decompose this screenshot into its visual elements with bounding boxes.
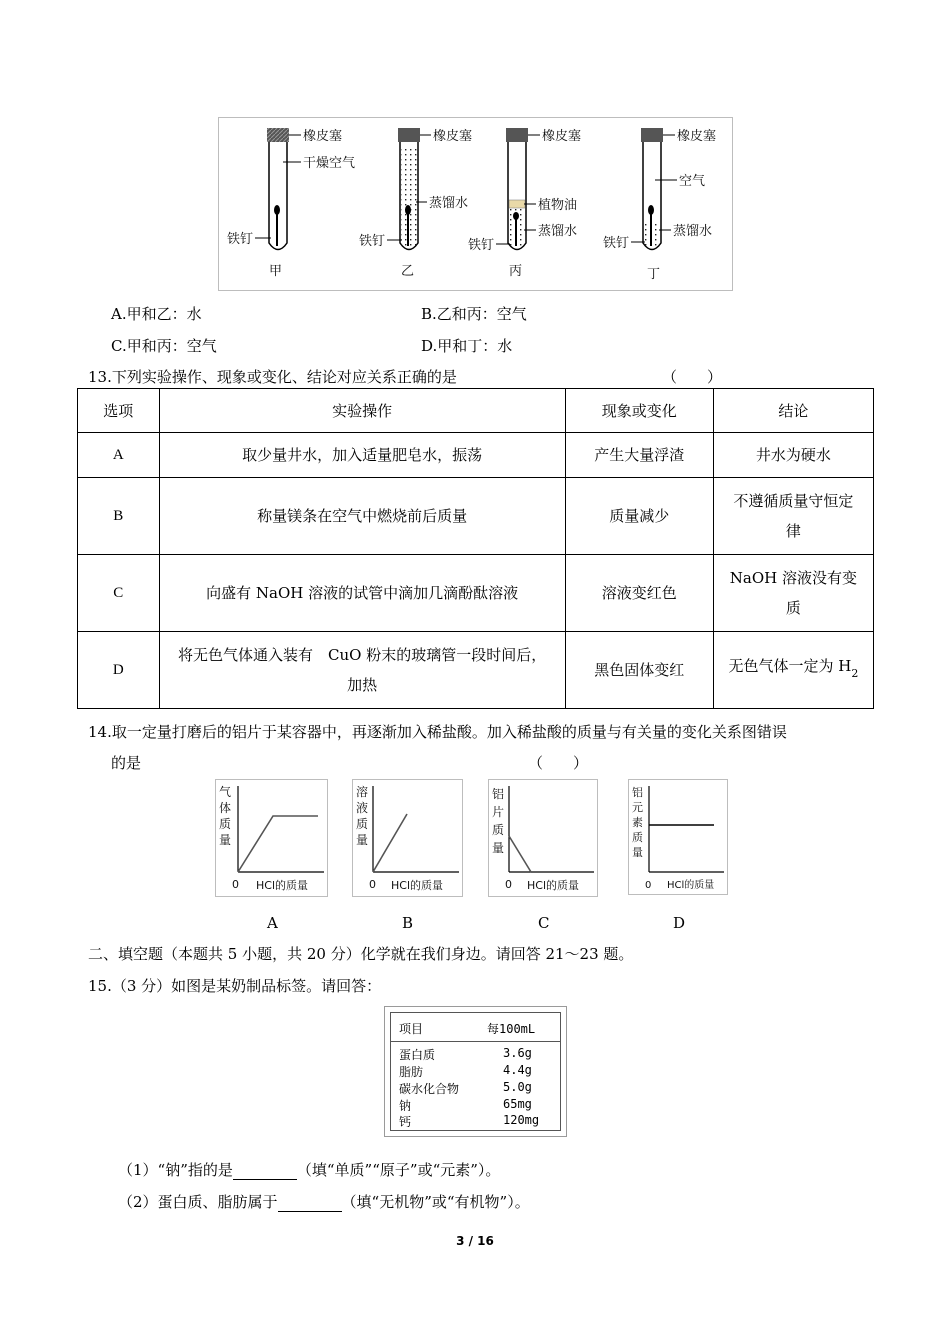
row-conclusion [713, 632, 873, 709]
nutrition-label-box [390, 1012, 561, 1131]
graph-d-xlabel: HCl的质量 [667, 880, 715, 891]
q15-sub2-prefix: （2）蛋白质、脂肪属于 [118, 1193, 278, 1211]
graph-c-caption: C [538, 914, 550, 932]
graph-b-xlabel: HCl的质量 [391, 879, 444, 892]
tube-yi-label-1: 蒸馏水 [429, 196, 469, 211]
table-row [78, 632, 874, 709]
q15-sub1-suffix: （填“单质”“原子”或“元素”）。 [296, 1161, 501, 1179]
graph-a-ylabel-1: 体 [219, 801, 232, 815]
graph-d-ylabel-3: 质 [632, 831, 643, 844]
graph-c-xlabel: HCl的质量 [527, 879, 580, 892]
table-row [78, 478, 874, 555]
row-option: A [78, 433, 160, 478]
conclusion-line: 不遵循质量守恒定 [733, 492, 854, 510]
graph-a-origin: 0 [232, 878, 239, 891]
graph-c-ylabel-1: 片 [492, 805, 505, 819]
subscript-2: 2 [851, 667, 859, 680]
graph-c-origin: 0 [505, 878, 512, 891]
tube-bing-label-3: 铁钉 [468, 238, 495, 253]
graph-a-ylabel-2: 质 [219, 817, 232, 831]
q13-table [77, 388, 874, 709]
row-operation: 称量镁条在空气中燃烧前后质量 [159, 478, 565, 555]
graph-a-caption: A [267, 914, 278, 932]
header-operation: 实验操作 [159, 389, 565, 433]
tube-yi-label-2: 铁钉 [359, 234, 386, 249]
q13-stem: 13.下列实验操作、现象或变化、结论对应关系正确的是 [88, 368, 457, 386]
table-row [78, 555, 874, 632]
graph-d-ylabel-1: 元 [632, 801, 643, 814]
tube-jia-name: 甲 [269, 264, 283, 279]
row-option: C [78, 555, 160, 632]
tube-ding-label-0: 橡皮塞 [677, 129, 717, 144]
graph-b-origin: 0 [369, 878, 376, 891]
conclusion-line: 质 [785, 599, 801, 617]
q12-option-b: B.乙和丙：空气 [421, 305, 527, 323]
tube-yi-label-0: 橡皮塞 [433, 129, 473, 144]
q15-sub1-blank[interactable] [233, 1163, 297, 1180]
graph-c-ylabel-0: 铝 [492, 787, 505, 801]
graph-d-ylabel-2: 素 [632, 816, 643, 829]
nutrition-row-name: 脂肪 [399, 1065, 424, 1079]
graph-d-caption: D [673, 914, 686, 932]
q15-sub1-prefix: （1）“钠”指的是 [118, 1161, 233, 1179]
graph-b-ylabel-1: 液 [356, 801, 369, 815]
q12-option-c: C.甲和丙：空气 [111, 337, 217, 355]
graph-b [352, 779, 463, 897]
q14-stem-line2: 的是 [111, 754, 142, 772]
graph-d-ylabel-4: 量 [632, 846, 643, 859]
page-number: 3 / 16 [456, 1234, 494, 1248]
nutrition-row-name: 蛋白质 [399, 1048, 436, 1062]
table-row [78, 433, 874, 478]
q15-sub1 [118, 1160, 500, 1180]
tube-jia-label-1: 干燥空气 [303, 156, 356, 171]
conclusion-line: NaOH 溶液没有变 [729, 569, 857, 587]
test-tubes-diagram [219, 118, 732, 290]
graph-a-ylabel-3: 量 [219, 833, 232, 847]
nutrition-row-value: 3.6g [503, 1046, 532, 1060]
nutrition-label-figure [384, 1006, 567, 1137]
nutrition-row-name: 钙 [399, 1115, 412, 1129]
tube-ding-name: 丁 [647, 267, 661, 282]
tube-bing-label-1: 植物油 [538, 198, 578, 213]
tube-ding-label-1: 空气 [679, 174, 706, 189]
q14-answer-paren: （ ） [528, 754, 589, 772]
section-2-heading: 二、填空题（本题共 5 小题，共 20 分）化学就在我们身边。请回答 21～23 题。 [88, 945, 634, 963]
q12-option-d: D.甲和丁：水 [421, 337, 513, 355]
tube-bing-label-0: 橡皮塞 [542, 129, 582, 144]
row-phenomenon: 溶液变红色 [565, 555, 713, 632]
row-conclusion: 井水为硬水 [713, 433, 873, 478]
conclusion-line: 律 [785, 522, 801, 540]
nutrition-row-value: 65mg [503, 1097, 532, 1111]
nutrition-row-value: 120mg [503, 1113, 540, 1127]
nutrition-row-value: 5.0g [503, 1080, 532, 1094]
q15-stem: 15.（3 分）如图是某奶制品标签。请回答： [88, 977, 382, 995]
graph-c [488, 779, 598, 897]
graph-d-ylabel-0: 铝 [632, 786, 643, 799]
q14-stem-line1: 14.取一定量打磨后的铝片于某容器中，再逐渐加入稀盐酸。加入稀盐酸的质量与有关量的变化关系图错误 [88, 723, 787, 741]
operation-line: 将无色气体通入装有 CuO 粉末的玻璃管一段时间后， [178, 646, 547, 664]
graph-b-ylabel-0: 溶 [356, 785, 369, 799]
graph-c-ylabel-3: 量 [492, 841, 505, 855]
tube-bing [468, 128, 581, 279]
graph-b-caption: B [402, 914, 414, 932]
q13-answer-paren: （ ） [662, 368, 723, 386]
header-conclusion: 结论 [713, 389, 873, 433]
tube-ding-label-3: 铁钉 [603, 236, 630, 251]
graph-a-ylabel-0: 气 [219, 785, 232, 799]
tube-ding-label-2: 蒸馏水 [673, 224, 713, 239]
row-phenomenon: 黑色固体变红 [565, 632, 713, 709]
nutrition-divider [391, 1041, 560, 1042]
row-operation: 向盛有 NaOH 溶液的试管中滴加几滴酚酞溶液 [159, 555, 565, 632]
row-option: D [78, 632, 160, 709]
header-phenomenon: 现象或变化 [565, 389, 713, 433]
tube-jia [227, 128, 355, 279]
q12-option-a: A.甲和乙：水 [111, 305, 202, 323]
nutrition-header-item: 项目 [399, 1022, 424, 1036]
graph-d [628, 779, 728, 895]
tube-jia-label-2: 铁钉 [227, 232, 254, 247]
q15-sub2-blank[interactable] [278, 1195, 342, 1212]
conclusion-text: 无色气体一定为 H [728, 657, 852, 675]
operation-line: 加热 [347, 676, 378, 694]
nutrition-header-per: 每100mL [487, 1022, 536, 1036]
header-option: 选项 [78, 389, 160, 433]
row-phenomenon: 产生大量浮渣 [565, 433, 713, 478]
q15-sub2-suffix: （填“无机物”或“有机物”）。 [341, 1193, 530, 1211]
graph-b-ylabel-3: 量 [356, 833, 369, 847]
row-phenomenon: 质量减少 [565, 478, 713, 555]
row-operation: 取少量井水，加入适量肥皂水，振荡 [159, 433, 565, 478]
row-conclusion [713, 478, 873, 555]
tube-bing-label-2: 蒸馏水 [538, 224, 578, 239]
graph-b-ylabel-2: 质 [356, 817, 369, 831]
nutrition-row-name: 钠 [399, 1099, 412, 1113]
graph-a [215, 779, 328, 897]
graph-d-origin: 0 [645, 880, 652, 891]
row-conclusion [713, 555, 873, 632]
table-header-row [78, 389, 874, 433]
nutrition-row-value: 4.4g [503, 1063, 532, 1077]
tube-yi [359, 128, 472, 279]
tube-yi-name: 乙 [401, 264, 415, 279]
graph-c-ylabel-2: 质 [492, 823, 505, 837]
row-option: B [78, 478, 160, 555]
tube-ding [603, 128, 716, 282]
tube-bing-name: 丙 [509, 264, 523, 279]
graph-a-xlabel: HCl的质量 [256, 879, 309, 892]
nutrition-row-name: 碳水化合物 [399, 1082, 460, 1096]
row-operation [159, 632, 565, 709]
q15-sub2 [118, 1192, 530, 1212]
tube-jia-label-0: 橡皮塞 [303, 129, 343, 144]
iron-rust-experiment-figure [218, 117, 733, 291]
